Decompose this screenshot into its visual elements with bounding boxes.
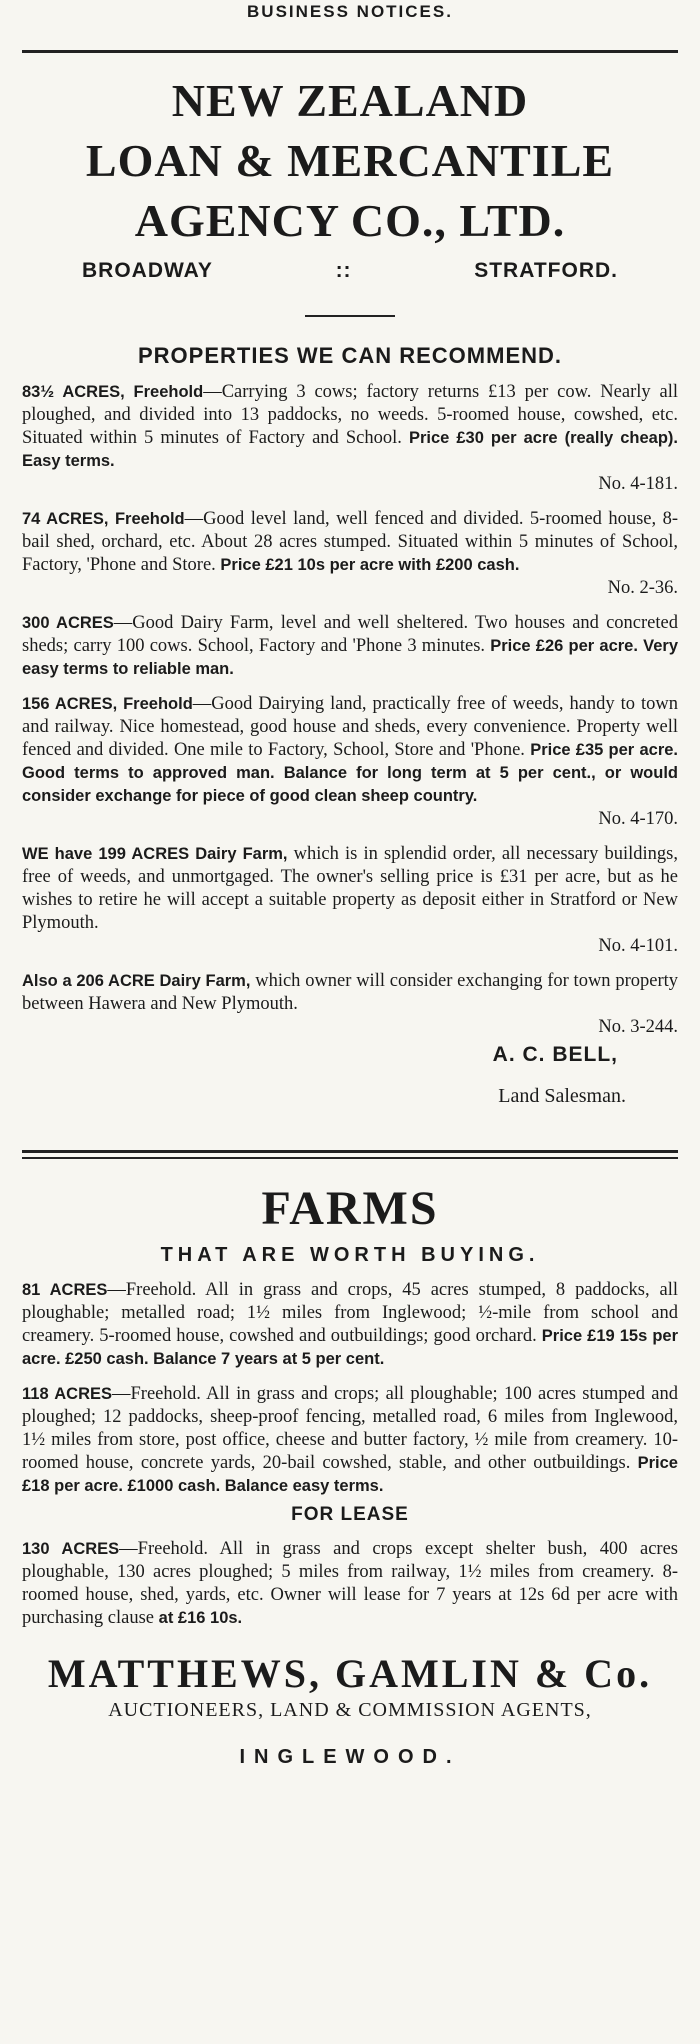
listing-number: No. 4-170.	[598, 809, 678, 829]
listing-item	[22, 1538, 678, 1630]
listing-lead: Also a 206 ACRE Dairy Farm,	[22, 972, 251, 990]
listing-text: —Freehold. All in grass and crops, 45 acres stumped, 8 paddocks, all ploughable; metalled road; 1½ miles from Inglewood; ½-mile from school and creamery. 5-roomed house, cowshed and outbuildings; good orchard.	[22, 1280, 678, 1346]
location-left: BROADWAY	[82, 259, 213, 282]
listing-price: at £16 10s.	[158, 1609, 243, 1627]
listing-number: No. 4-101.	[598, 936, 678, 956]
company-line-1: NEW ZEALAND	[171, 75, 529, 126]
listing-text: which is in splendid order, all necessary buildings, free of weeds, and unmortgaged. The owner's selling price is £31 per acre, but as he wishes to retire he will accept a suitable property as deposit either in Stratford or New Plymouth.	[22, 844, 678, 933]
listing-item	[22, 381, 678, 496]
listing-text: —Freehold. All in grass and crops; all ploughable; 100 acres stumped and ploughed; 12 paddocks, sheep-proof fencing, metalled road, 6 miles from Inglewood, 1½ miles from store, post office, cheese and butter factory, ½ mile from creamery. 10-roomed house, concrete yards, 20-bail cowshed, stable, and other outbuildings.	[22, 1384, 678, 1473]
listing-item	[22, 1279, 678, 1371]
listing-lead: 118 ACRES	[22, 1385, 113, 1403]
location-row	[22, 259, 678, 283]
listing-text: —Good Dairy Farm, level and well sheltered. Two houses and concreted sheds; carry 100 cows. School, Factory and 'Phone 3 minutes.	[22, 613, 678, 656]
listing-text: —Freehold. All in grass and crops except shelter bush, 400 acres ploughable, 130 acres ploughed; 5 miles from railway, 1½ miles from creamery. 8-roomed house, shed, yards, etc. Owner will lease for 7 years at 12s 6d per acre with purchasing clause	[22, 1539, 679, 1628]
firm-town: INGLEWOOD.	[239, 1746, 461, 1768]
company-name	[22, 71, 678, 251]
listing-lead: 156 ACRES, Freehold	[22, 695, 193, 713]
company-line-2: LOAN & MERCANTILE	[85, 135, 615, 186]
farms-title: FARMS	[261, 1182, 439, 1235]
listing-lead: 130 ACRES	[22, 1540, 120, 1558]
farms-subtitle: THAT ARE WORTH BUYING.	[160, 1244, 540, 1266]
properties-title: PROPERTIES WE CAN RECOMMEND.	[137, 343, 563, 368]
nz-listings	[22, 381, 678, 1039]
listing-price: Price £18 per acre. £1000 cash. Balance easy terms.	[22, 1454, 678, 1495]
lease-heading: FOR LEASE	[291, 1504, 409, 1525]
listing-item	[22, 693, 678, 831]
section-header: BUSINESS NOTICES.	[247, 2, 453, 21]
listing-text: —Good Dairying land, practically free of weeds, handy to town and railway. Nice homestead, good house and sheds, every convenience. Property well fenced and divided. One mile to Factory, School, Store and 'Phone.	[22, 694, 678, 760]
listing-lead: WE have 199 ACRES Dairy Farm,	[22, 845, 288, 863]
section-divider	[22, 1150, 678, 1159]
listing-item	[22, 508, 678, 600]
lease-listing	[22, 1538, 678, 1630]
listing-item	[22, 970, 678, 1039]
company-line-3: AGENCY CO., LTD.	[134, 195, 566, 246]
short-divider	[305, 315, 395, 317]
listing-number: No. 2-36.	[607, 578, 678, 598]
listing-lead: 83½ ACRES, Freehold	[22, 383, 204, 401]
listing-number: No. 4-181.	[598, 474, 678, 494]
farm-listings	[22, 1279, 678, 1498]
firm-description: AUCTIONEERS, LAND & COMMISSION AGENTS,	[108, 1699, 592, 1721]
signature-title: Land Salesman.	[498, 1085, 626, 1107]
listing-price: Price £21 10s per acre with £200 cash.	[220, 556, 520, 574]
listing-item	[22, 843, 678, 958]
listing-lead: 300 ACRES	[22, 614, 114, 632]
listing-lead: 74 ACRES, Freehold	[22, 510, 185, 528]
signature-name: A. C. BELL,	[492, 1043, 618, 1066]
listing-lead: 81 ACRES	[22, 1281, 108, 1299]
firm-name: MATTHEWS, GAMLIN & Co.	[47, 1651, 653, 1696]
listing-text: —Carrying 3 cows; factory returns £13 per cow. Nearly all ploughed, and divided into 13 paddocks, no weeds. 5-roomed house, cowshed, etc. Situated within 5 minutes of Factory and School.	[22, 382, 678, 448]
listing-item	[22, 1383, 678, 1498]
location-separator: ::	[335, 259, 352, 282]
listing-price: Price £30 per acre (really cheap). Easy terms.	[22, 429, 678, 470]
listing-price: Price £19 15s per acre. £250 cash. Balance 7 years at 5 per cent.	[22, 1327, 678, 1368]
listing-item	[22, 612, 678, 681]
listing-text: —Good level land, well fenced and divided. 5-roomed house, 8-bail shed, orchard, etc. About 28 acres stumped. Situated within 5 minutes of School, Factory, 'Phone and Store.	[22, 509, 678, 575]
listing-price: Price £26 per acre. Very easy terms to reliable man.	[22, 637, 678, 678]
listing-number: No. 3-244.	[598, 1017, 678, 1037]
location-right: STRATFORD.	[474, 259, 618, 282]
top-rule	[22, 50, 678, 53]
listing-price: Price £35 per acre. Good terms to approved man. Balance for long term at 5 per cent., or would consider exchange for piece of good clean sheep country.	[22, 741, 679, 805]
listing-text: which owner will consider exchanging for town property between Hawera and New Plymouth.	[22, 971, 679, 1014]
